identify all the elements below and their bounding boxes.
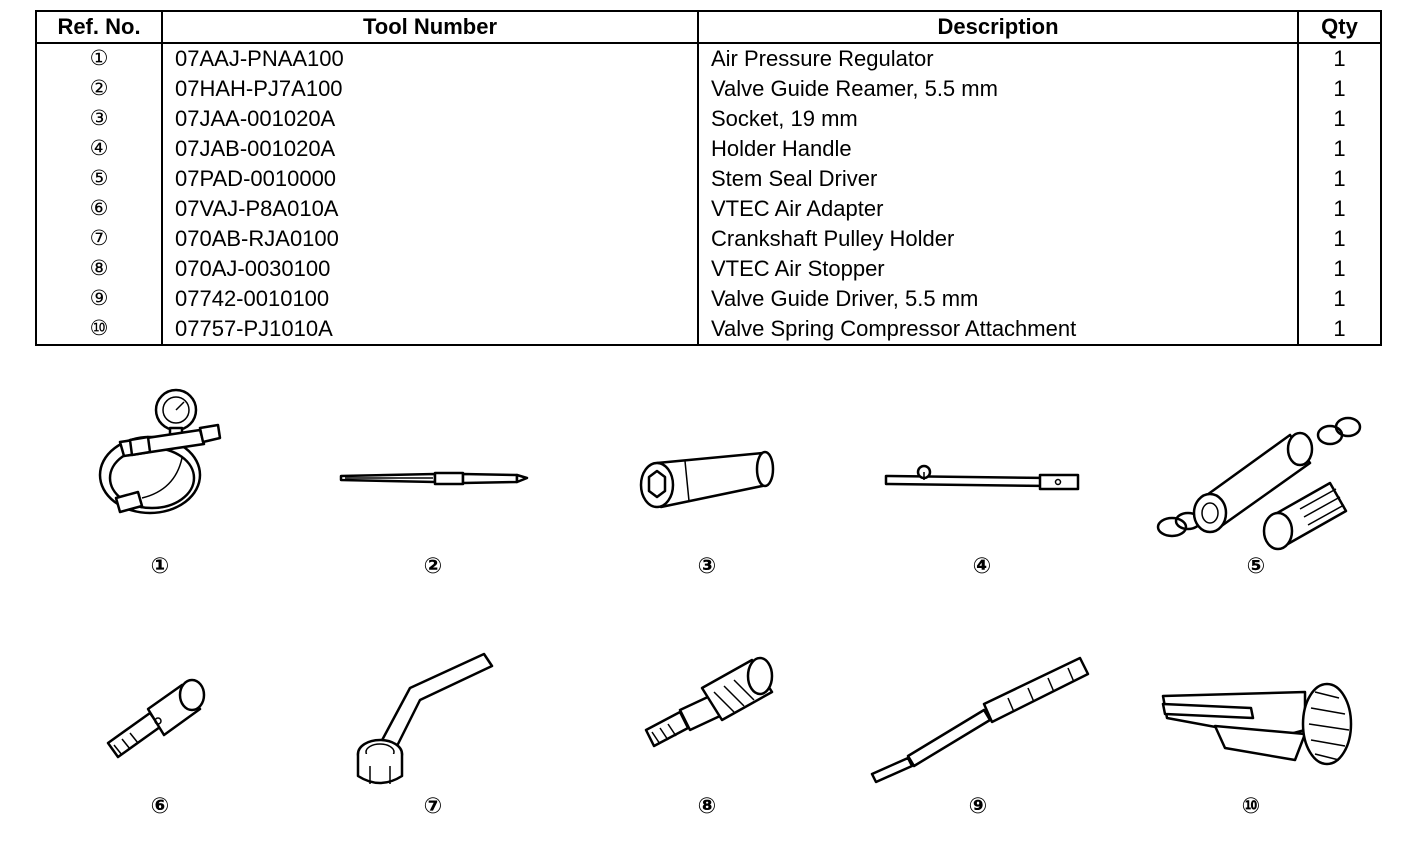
ref-cell: ⑩ (36, 314, 162, 345)
ref-cell: ⑦ (36, 224, 162, 254)
qty-cell: 1 (1298, 254, 1381, 284)
table-row (36, 104, 1381, 134)
tool-number-cell: 07AAJ-PNAA100 (162, 43, 698, 74)
table-row (36, 43, 1381, 74)
qty-cell: 1 (1298, 74, 1381, 104)
valve-guide-reamer-icon (335, 466, 535, 490)
qty-cell: 1 (1298, 284, 1381, 314)
table-row (36, 194, 1381, 224)
figure-label: ① (150, 553, 170, 578)
tool-number-cell: 07JAA-001020A (162, 104, 698, 134)
qty-cell: 1 (1298, 224, 1381, 254)
ref-cell: ① (36, 43, 162, 74)
description-cell: Holder Handle (698, 134, 1298, 164)
qty-cell: 1 (1298, 314, 1381, 345)
ref-cell: ③ (36, 104, 162, 134)
table-row (36, 314, 1381, 345)
tool-number-cell: 07JAB-001020A (162, 134, 698, 164)
table-row (36, 284, 1381, 314)
figure-label: ③ (697, 553, 717, 578)
figure-label: ⑦ (423, 793, 443, 818)
qty-cell: 1 (1298, 104, 1381, 134)
header-qty: Qty (1298, 11, 1381, 43)
ref-cell: ⑥ (36, 194, 162, 224)
special-tools-table (35, 10, 1382, 346)
ref-cell: ⑧ (36, 254, 162, 284)
table-row (36, 224, 1381, 254)
header-ref-no: Ref. No. (36, 11, 162, 43)
description-cell: Air Pressure Regulator (698, 43, 1298, 74)
description-cell: Stem Seal Driver (698, 164, 1298, 194)
ref-cell: ⑤ (36, 164, 162, 194)
description-cell: Crankshaft Pulley Holder (698, 224, 1298, 254)
figure-label: ⑩ (1241, 793, 1261, 818)
table-row (36, 164, 1381, 194)
table-header-row (36, 11, 1381, 43)
qty-cell: 1 (1298, 43, 1381, 74)
table-row (36, 134, 1381, 164)
tool-number-cell: 070AJ-0030100 (162, 254, 698, 284)
tool-number-cell: 07HAH-PJ7A100 (162, 74, 698, 104)
ref-cell: ② (36, 74, 162, 104)
table-row (36, 74, 1381, 104)
figure-label: ⑧ (697, 793, 717, 818)
description-cell: Valve Guide Reamer, 5.5 mm (698, 74, 1298, 104)
valve-spring-compressor-attachment-icon (1155, 678, 1365, 788)
ref-cell: ④ (36, 134, 162, 164)
tool-number-cell: 07VAJ-P8A010A (162, 194, 698, 224)
figure-label: ⑤ (1246, 553, 1266, 578)
figure-label: ⑥ (150, 793, 170, 818)
air-pressure-regulator-icon (90, 380, 230, 530)
table-row (36, 254, 1381, 284)
stem-seal-driver-icon (1140, 405, 1370, 555)
description-cell: Valve Spring Compressor Attachment (698, 314, 1298, 345)
figure-label: ⑨ (968, 793, 988, 818)
qty-cell: 1 (1298, 194, 1381, 224)
description-cell: Socket, 19 mm (698, 104, 1298, 134)
header-tool-number: Tool Number (162, 11, 698, 43)
figure-label: ② (423, 553, 443, 578)
valve-guide-driver-icon (868, 652, 1098, 792)
description-cell: VTEC Air Stopper (698, 254, 1298, 284)
crankshaft-pulley-holder-icon (350, 648, 500, 788)
socket-icon (635, 445, 780, 515)
qty-cell: 1 (1298, 164, 1381, 194)
tool-number-cell: 07757-PJ1010A (162, 314, 698, 345)
tool-number-cell: 07742-0010100 (162, 284, 698, 314)
description-cell: Valve Guide Driver, 5.5 mm (698, 284, 1298, 314)
vtec-air-stopper-icon (640, 652, 780, 762)
tool-number-cell: 07PAD-0010000 (162, 164, 698, 194)
qty-cell: 1 (1298, 134, 1381, 164)
header-description: Description (698, 11, 1298, 43)
ref-cell: ⑨ (36, 284, 162, 314)
figure-label: ④ (972, 553, 992, 578)
description-cell: VTEC Air Adapter (698, 194, 1298, 224)
holder-handle-icon (880, 462, 1085, 496)
tool-number-cell: 070AB-RJA0100 (162, 224, 698, 254)
vtec-air-adapter-icon (100, 665, 220, 765)
